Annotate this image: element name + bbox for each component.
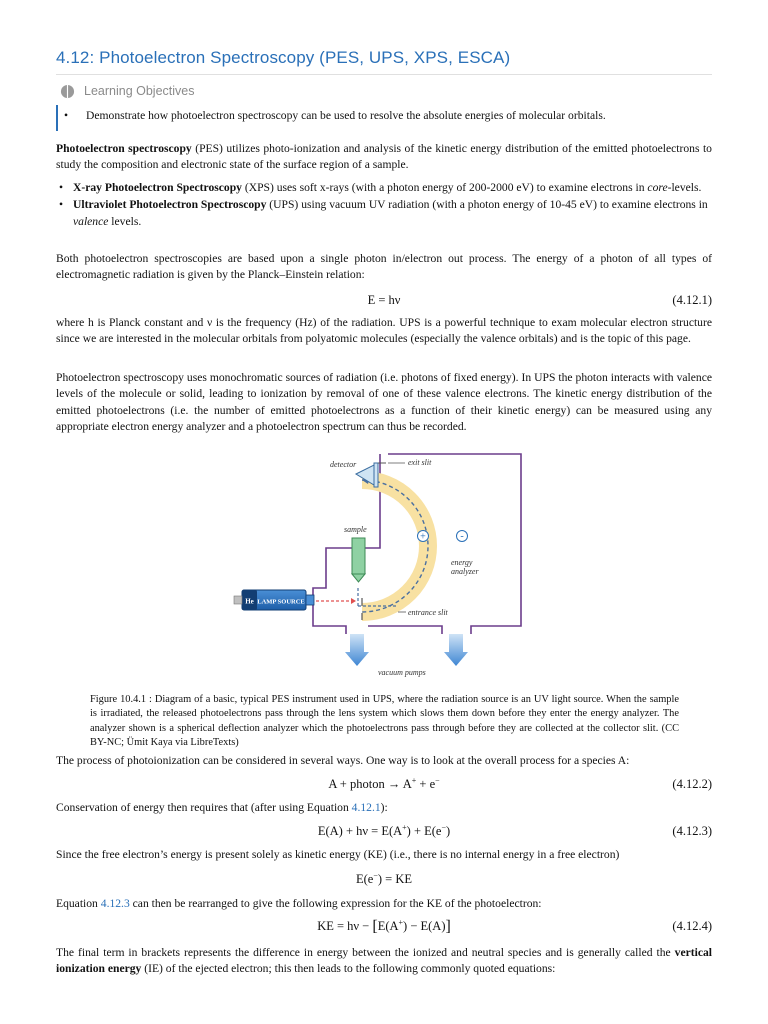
where-text: where h is Planck constant and ν is the frequency (Hz) of the radiation. UPS is a powerful technique to exam molecular electron structure since we are interested in the molecular orbitals from polyatomic molecules (especially the valence orbitals) and is the topic of this page. — [56, 316, 712, 346]
pes-types-list — [56, 180, 712, 230]
equation-number: (4.12.4) — [672, 919, 712, 933]
process-paragraph — [56, 753, 712, 769]
pes-instrument-diagram — [228, 448, 528, 678]
vacuum-chamber — [388, 454, 521, 634]
free-electron-text: Since the free electron’s energy is present solely as kinetic energy (KE) (i.e., there is no internal energy in a free electron) — [56, 848, 620, 861]
process-text: The process of photoionization can be considered in several ways. One way is to look at the overall process for a species A: — [56, 754, 630, 767]
learning-objectives-list — [66, 108, 606, 124]
equation-number: (4.12.2) — [672, 777, 712, 791]
vacuum-chamber-mid — [368, 626, 442, 634]
vertical-ionization-term: vertical ionization energy — [56, 946, 712, 976]
lamp-source-label: LAMP SOURCE — [257, 598, 305, 606]
equation-free-electron — [56, 871, 712, 889]
ups-term: Ultraviolet Photoelectron Spectroscopy — [73, 198, 267, 212]
vacuum-pump-arrow-left — [345, 634, 369, 666]
equation-text: E(A) + hν = E(A+) + E(e−) — [317, 822, 451, 838]
exit-slit-label: exit slit — [408, 458, 432, 467]
equation-4-12-4 — [56, 918, 712, 936]
rearranged-paragraph: Equation 4.12.3 can then be rearranged to give the following expression for the KE of the photoelectron: — [56, 897, 542, 910]
detector-label: detector — [330, 460, 357, 469]
learning-objectives-bar — [56, 105, 58, 131]
xps-italic: core — [647, 181, 668, 194]
title-divider — [56, 74, 712, 75]
equation-number: (4.12.3) — [672, 824, 712, 838]
intro-paragraph — [56, 141, 712, 174]
analyzer-label: analyzer — [451, 567, 479, 576]
equation-4-12-1 — [56, 292, 712, 310]
list-item-ups — [56, 197, 712, 230]
intro-text: (PES) utilizes photo-ionization and analysis of the kinetic energy distribution of the emitted photoelectrons to study the composition and electronic state of the surface region of a sample. — [56, 142, 712, 172]
minus-label: - — [460, 531, 464, 542]
ups-text-end: levels. — [108, 214, 142, 228]
equation-link-4-12-1[interactable]: 4.12.1 — [351, 801, 381, 814]
toggle-icon — [60, 84, 75, 99]
vacuum-pump-arrow-right — [444, 634, 468, 666]
plus-label: + — [420, 531, 426, 543]
sample — [352, 538, 365, 574]
equation-text: A + photon → A+ + e− — [328, 775, 440, 791]
vacuum-pumps-label: vacuum pumps — [378, 668, 426, 677]
planck-text: Both photoelectron spectroscopies are based upon a single photon in/electron out process. The energy of a photon of all types of electromagnetic radiation is given by the Planck–Einstein relation: — [56, 252, 712, 282]
where-paragraph — [56, 315, 712, 348]
equation-text: E(e−) = KE — [356, 870, 412, 886]
energy-label: energy — [451, 558, 473, 567]
equation-text: E = hν — [367, 293, 401, 307]
ups-italic: valence — [73, 214, 109, 228]
monochromatic-paragraph — [56, 370, 712, 436]
planck-paragraph — [56, 251, 712, 284]
lamp-he-label: He — [245, 597, 254, 606]
equation-4-12-2 — [56, 776, 712, 794]
entrance-slit-label: entrance slit — [408, 608, 448, 617]
conservation-paragraph: Conservation of energy then requires that (after using Equation 4.12.1): — [56, 801, 388, 814]
xps-text-end: -levels. — [667, 181, 702, 194]
list-item-xps — [56, 180, 712, 196]
equation-number: (4.12.1) — [672, 293, 712, 307]
figure-caption: Figure 10.4.1 : Diagram of a basic, typical PES instrument used in UPS, where the radiation source is an UV light source. When the sample is irradiated, the released photoelectrons pass through the lens system which slows them down before they enter the energy analyzer. The analyzer shown is a spherical deflection analyzer which the photoelectrons pass through before they are collected at the collector slit. (CC BY-NC; Ümit Kaya via LibreTexts) — [90, 694, 679, 749]
ups-text: (UPS) using vacuum UV radiation (with a photon energy of 10-45 eV) to examine electrons in — [266, 198, 708, 212]
learning-objectives-header[interactable] — [60, 83, 194, 99]
xps-text: (XPS) uses soft x-rays (with a photon energy of 200-2000 eV) to examine electrons in — [241, 181, 648, 194]
learning-objective-item: • Demonstrate how photoelectron spectroscopy can be used to resolve the absolute energies of molecular orbitals. — [66, 108, 606, 124]
energy-analyzer — [362, 480, 428, 612]
equation-link-4-12-3[interactable]: 4.12.3 — [100, 897, 130, 910]
equation-text: KE = hν − [E(A+) − E(A)] — [317, 917, 451, 935]
monochromatic-text: Photoelectron spectroscopy uses monochromatic sources of radiation (i.e. photons of fixed energy). In UPS the photon interacts with valence levels of the molecule or solid, leading to ionization by removal of one of these valence electrons. The kinetic energy distribution of the emitted photoelectrons (i.e. the number of emitted photoelectrons as a function of their kinetic energy) can be measured using any appropriate electron energy analyzer and a photoelectron spectrum can thus be recorded. — [56, 371, 712, 434]
sample-label: sample — [344, 525, 367, 534]
intro-term: Photoelectron spectroscopy — [56, 142, 192, 155]
equation-4-12-3 — [56, 823, 712, 841]
page-title: 4.12: Photoelectron Spectroscopy (PES, UPS, XPS, ESCA) — [56, 48, 511, 67]
xps-term: X-ray Photoelectron Spectroscopy — [73, 181, 242, 194]
free-electron-paragraph — [56, 847, 712, 863]
final-paragraph: The final term in brackets represents the difference in energy between the ionized and neutral species and is generally called the vertical ionization energy (IE) of the ejected electron; this then leads to the following commonly quoted equations: — [56, 946, 712, 976]
learning-objectives-heading: Learning Objectives — [84, 84, 195, 98]
